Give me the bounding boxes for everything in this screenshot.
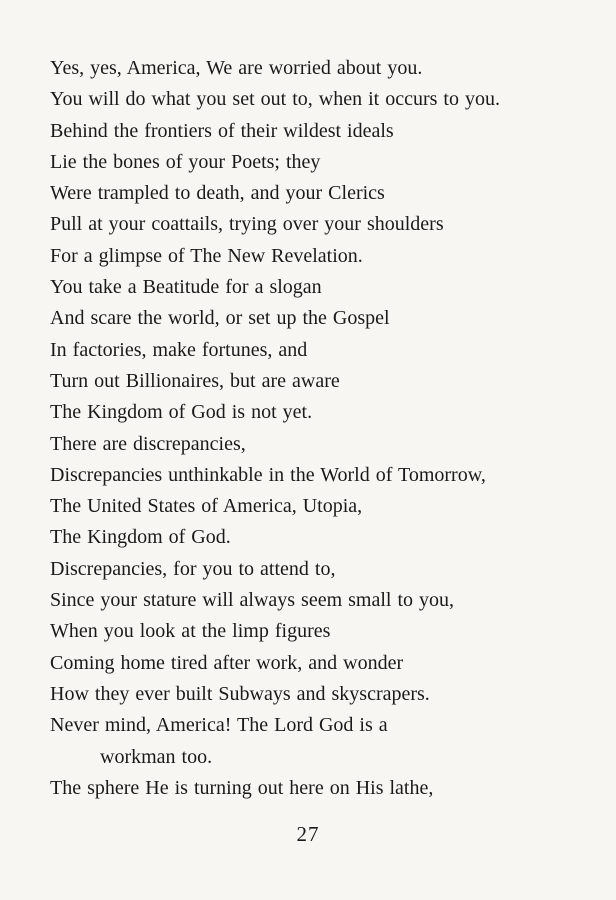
poem-line: Turn out Billionaires, but are aware [50,369,340,392]
poem-line: Discrepancies, for you to attend to, [50,557,336,580]
poem-line: The sphere He is turning out here on His lathe, [50,776,434,799]
poem-line: You will do what you set out to, when it occurs to you. [50,88,500,111]
poem-line: When you look at the limp figures [50,620,331,643]
poem-line: The Kingdom of God. [50,526,231,549]
poem-line: Never mind, America! The Lord God is a [50,714,388,737]
poem-line: There are discrepancies, [50,432,246,455]
poem-line: For a glimpse of The New Revelation. [50,244,363,267]
page-number: 27 [296,822,320,846]
poem-line: workman too. [100,745,213,768]
poem-line: The United States of America, Utopia, [50,495,363,518]
poem-line: And scare the world, or set up the Gospel [50,307,390,330]
poem-line: Since your stature will always seem small to you, [50,589,455,612]
poem-line: Behind the frontiers of their wildest ideals [50,119,394,142]
poem-line: How they ever built Subways and skyscrapers. [50,682,430,705]
poem-line: The Kingdom of God is not yet. [50,401,313,424]
poem-line: Coming home tired after work, and wonder [50,651,404,674]
poem-line: Yes, yes, America, We are worried about you. [50,57,423,79]
poem-line: Pull at your coattails, trying over your shoulders [50,213,444,236]
poem-text [50,53,610,804]
poem-line: Were trampled to death, and your Clerics [50,182,385,205]
poem-line: Discrepancies unthinkable in the World of Tomorrow, [50,463,486,486]
poem-line: You take a Beatitude for a slogan [50,276,322,299]
poem-line: Lie the bones of your Poets; they [50,150,321,173]
poem-line: In factories, make fortunes, and [50,338,308,361]
